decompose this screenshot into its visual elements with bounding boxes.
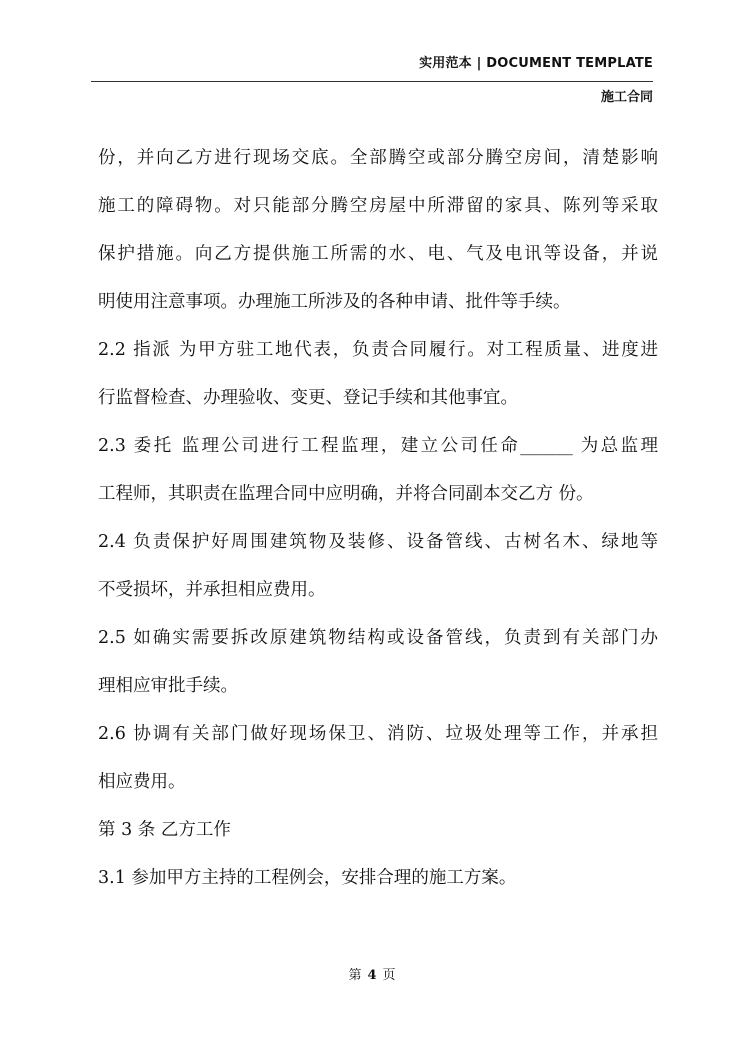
text-line: 2.2 指派 为甲方驻工地代表，负责合同履行。对工程质量、进度进 xyxy=(98,340,658,360)
header-divider xyxy=(91,81,653,82)
text-line: 工程师，其职责在监理合同中应明确，并将合同副本交乙方 份。 xyxy=(98,484,594,504)
text-line: 3.1 参加甲方主持的工程例会，安排合理的施工方案。 xyxy=(98,868,517,888)
page-prefix: 第 xyxy=(348,968,362,983)
text-line: 行监督检查、办理验收、变更、登记手续和其他事宜。 xyxy=(98,388,518,408)
text-line: 相应费用。 xyxy=(98,772,186,792)
text-line: 份，并向乙方进行现场交底。全部腾空或部分腾空房间，清楚影响 xyxy=(98,148,658,168)
page-footer xyxy=(0,964,744,983)
text-line: 保护措施。向乙方提供施工所需的水、电、气及电讯等设备，并说 xyxy=(98,244,658,264)
text-line: 2.6 协调有关部门做好现场保卫、消防、垃圾处理等工作，并承担 xyxy=(98,724,658,744)
text-line: 理相应审批手续。 xyxy=(98,676,238,696)
document-body xyxy=(98,134,658,902)
text-line: 2.3 委托 监理公司进行工程监理，建立公司任命______ 为总监理 xyxy=(98,436,658,456)
section-heading: 第 3 条 乙方工作 xyxy=(98,820,231,840)
page-suffix: 页 xyxy=(382,968,396,983)
header-subtitle: 施工合同 xyxy=(600,90,653,105)
text-line: 施工的障碍物。对只能部分腾空房屋中所滞留的家具、陈列等采取 xyxy=(98,196,658,216)
text-line: 2.4 负责保护好周围建筑物及装修、设备管线、古树名木、绿地等 xyxy=(98,532,658,552)
header-brand: 实用范本 | DOCUMENT TEMPLATE xyxy=(419,56,653,71)
text-line: 不受损坏，并承担相应费用。 xyxy=(98,580,326,600)
text-line: 明使用注意事项。办理施工所涉及的各种申请、批件等手续。 xyxy=(98,292,571,312)
page-number: 4 xyxy=(367,968,377,983)
text-line: 2.5 如确实需要拆改原建筑物结构或设备管线，负责到有关部门办 xyxy=(98,628,658,648)
